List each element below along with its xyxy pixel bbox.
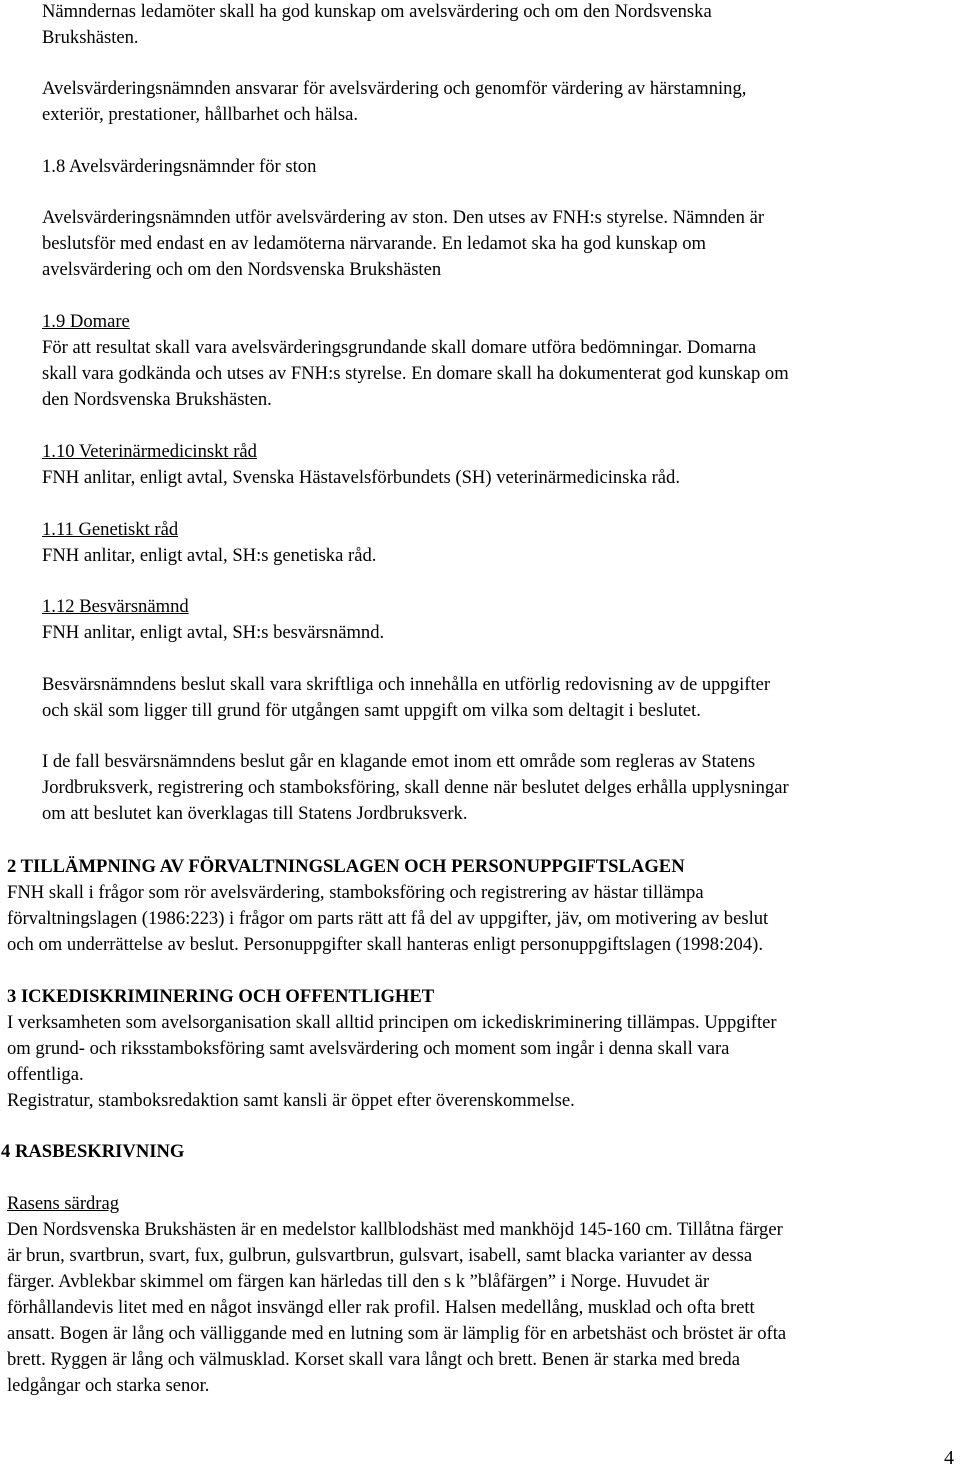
section-4-line: brett. Ryggen är lång och välmusklad. Korset skall vara långt och brett. Benen är starka med breda bbox=[7, 1349, 740, 1370]
section-1-9-line: skall vara godkända och utses av FNH:s styrelse. En domare skall ha dokumenterat god kunskap om bbox=[42, 363, 789, 384]
intro-line: exteriör, prestationer, hållbarhet och hälsa. bbox=[42, 104, 359, 125]
section-2-heading: 2 TILLÄMPNING AV FÖRVALTNINGSLAGEN OCH PERSONUPPGIFTSLAGEN bbox=[7, 856, 685, 877]
section-1-11-line: FNH anlitar, enligt avtal, SH:s genetiska råd. bbox=[42, 545, 377, 566]
section-1-8-line: beslutsför med endast en av ledamöterna närvarande. En ledamot ska ha god kunskap om bbox=[42, 233, 707, 254]
section-2-line: och om underrättelse av beslut. Personuppgifter skall hanteras enligt personuppgiftslagen (1998:204). bbox=[7, 934, 763, 955]
section-4-line: ansatt. Bogen är lång och välliggande med en lutning som är lämplig för en arbetshäst och bröstet är ofta bbox=[7, 1323, 787, 1344]
section-1-10-line: FNH anlitar, enligt avtal, Svenska Hästavelsförbundets (SH) veterinärmedicinska råd. bbox=[42, 467, 680, 488]
section-4-line: färger. Avblekbar skimmel om färgen kan härledas till den s k ”blåfärgen” i Norge. Huvudet är bbox=[7, 1271, 710, 1292]
section-1-9-line: den Nordsvenska Brukshästen. bbox=[42, 389, 272, 410]
besvar-paragraph-line: Besvärsnämndens beslut skall vara skriftliga och innehålla en utförlig redovisning av de uppgifter bbox=[42, 674, 771, 695]
section-4-line: ledgångar och starka senor. bbox=[7, 1375, 210, 1396]
section-3-heading: 3 ICKEDISKRIMINERING OCH OFFENTLIGHET bbox=[7, 986, 435, 1007]
section-1-9-heading: 1.9 Domare bbox=[42, 311, 130, 332]
section-1-12-line: FNH anlitar, enligt avtal, SH:s besvärsnämnd. bbox=[42, 622, 385, 643]
page-number: 4 bbox=[944, 1447, 954, 1469]
intro-line: Brukshästen. bbox=[42, 27, 139, 48]
section-2-line: förvaltningslagen (1986:223) i frågor om parts rätt att få del av uppgifter, jäv, om motivering av beslut bbox=[7, 908, 769, 929]
section-3-line: Registratur, stamboksredaktion samt kansli är öppet efter överenskommelse. bbox=[7, 1090, 575, 1111]
section-3-line: offentliga. bbox=[7, 1064, 84, 1085]
section-4-line: förhållandevis litet med en något insvängd eller rak profil. Halsen medellång, musklad och ofta brett bbox=[7, 1297, 755, 1318]
intro-line: Avelsvärderingsnämnden ansvarar för avelsvärdering och genomför värdering av härstamning, bbox=[42, 78, 747, 99]
section-1-8-heading: 1.8 Avelsvärderingsnämnder för ston bbox=[42, 156, 317, 177]
besvar-paragraph-line: och skäl som ligger till grund för utgången samt uppgift om vilka som deltagit i beslutet. bbox=[42, 700, 701, 721]
klagande-paragraph-line: Jordbruksverk, registrering och stamboksföring, skall denne när beslutet delges erhålla upplysningar bbox=[42, 777, 789, 798]
section-4-line: Den Nordsvenska Brukshästen är en medelstor kallblodshäst med mankhöjd 145-160 cm. Tillåtna färger bbox=[7, 1219, 783, 1240]
intro-line: Nämndernas ledamöter skall ha god kunskap om avelsvärdering och om den Nordsvenska bbox=[42, 1, 712, 22]
section-1-10-heading: 1.10 Veterinärmedicinskt råd bbox=[42, 441, 257, 462]
section-1-11-heading: 1.11 Genetiskt råd bbox=[42, 519, 179, 540]
section-3-line: om grund- och riksstamboksföring samt avelsvärdering och moment som ingår i denna skall vara bbox=[7, 1038, 730, 1059]
section-3-line: I verksamheten som avelsorganisation skall alltid principen om ickediskriminering tillämpas. Uppgifter bbox=[7, 1012, 777, 1033]
section-1-8-line: Avelsvärderingsnämnden utför avelsvärdering av ston. Den utses av FNH:s styrelse. Nämnden är bbox=[42, 207, 765, 228]
section-1-12-heading: 1.12 Besvärsnämnd bbox=[42, 596, 189, 617]
section-4-heading: 4 RASBESKRIVNING bbox=[1, 1141, 185, 1162]
klagande-paragraph-line: om att beslutet kan överklagas till Statens Jordbruksverk. bbox=[42, 803, 468, 824]
section-4-subheading: Rasens särdrag bbox=[7, 1193, 120, 1214]
section-1-8-line: avelsvärdering och om den Nordsvenska Brukshästen bbox=[42, 259, 442, 280]
klagande-paragraph-line: I de fall besvärsnämndens beslut går en klagande emot inom ett område som regleras av Statens bbox=[42, 751, 756, 772]
section-4-line: är brun, svartbrun, svart, fux, gulbrun, gulsvartbrun, gulsvart, isabell, samt blacka varianter av dessa bbox=[7, 1245, 753, 1266]
section-1-9-line: För att resultat skall vara avelsvärderingsgrundande skall domare utföra bedömningar. Domarna bbox=[42, 337, 757, 358]
section-2-line: FNH skall i frågor som rör avelsvärdering, stamboksföring och registrering av hästar tillämpa bbox=[7, 882, 704, 903]
